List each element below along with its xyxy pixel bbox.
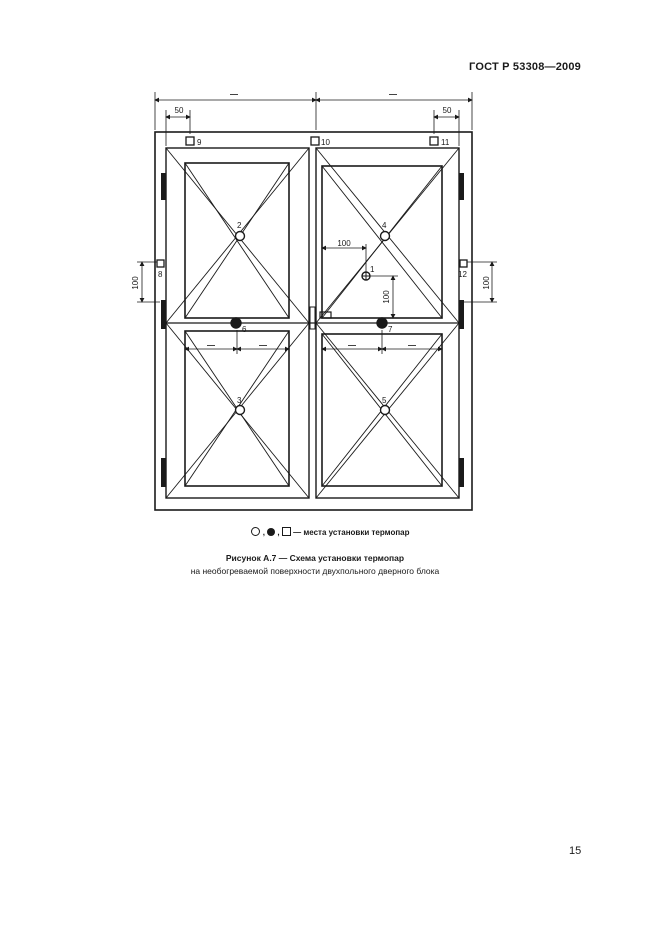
label-point-3: 3 — [237, 396, 242, 405]
point-3-circle — [236, 406, 245, 415]
dim-left-vertical: 100 — [131, 276, 140, 290]
open-circle-icon — [251, 527, 260, 536]
filled-circle-icon — [267, 528, 275, 536]
dim-inner-horizontal: 100 — [337, 239, 351, 248]
hinge-right-mid — [459, 300, 464, 329]
dim-inner-vertical: 100 — [382, 290, 391, 304]
point-8-square — [157, 260, 164, 267]
label-point-1: 1 — [370, 265, 375, 274]
standard-header: ГОСТ Р 53308—2009 — [469, 61, 581, 73]
dim-top-right: — — [389, 90, 397, 99]
figure-title: Рисунок А.7 — Схема установки термопар — [225, 553, 405, 563]
point-10-square — [311, 137, 319, 145]
dim-left-offset: 50 — [174, 106, 184, 115]
dim-right-offset: 50 — [442, 106, 452, 115]
point-6-dot — [231, 318, 241, 328]
point-5-circle — [381, 406, 390, 415]
figure-subtitle: на необогреваемой поверхности двухпольного дверного блока — [190, 566, 440, 576]
label-point-2: 2 — [237, 221, 242, 230]
point-11-square — [430, 137, 438, 145]
legend-sep-1: , — [262, 528, 265, 537]
label-point-7: 7 — [388, 325, 393, 334]
label-point-11: 11 — [441, 138, 450, 147]
dim-top-left: — — [230, 90, 238, 99]
hinge-left-mid — [161, 300, 166, 329]
point-12-square — [460, 260, 467, 267]
legend-text: — места установки термопар — [293, 528, 410, 537]
lock — [310, 307, 315, 329]
square-icon — [282, 527, 291, 536]
label-point-9: 9 — [197, 138, 202, 147]
dim-bottom-right-b: — — [408, 341, 416, 350]
hinge-right-bottom — [459, 458, 464, 487]
label-point-6: 6 — [242, 325, 247, 334]
legend — [0, 527, 661, 537]
hinge-left-top — [161, 173, 166, 200]
page-number: 15 — [569, 845, 582, 857]
dim-bottom-left-b: — — [259, 341, 267, 350]
point-2-circle — [236, 232, 245, 241]
label-point-10: 10 — [321, 138, 330, 147]
hinge-left-bottom — [161, 458, 166, 487]
label-point-8: 8 — [158, 270, 163, 279]
legend-sep-2: , — [277, 528, 280, 537]
point-9-square — [186, 137, 194, 145]
label-point-12: 12 — [458, 270, 467, 279]
point-7-dot — [377, 318, 387, 328]
dim-bottom-right-a: — — [348, 341, 356, 350]
dim-right-vertical: 100 — [482, 276, 491, 290]
point-4-circle — [381, 232, 390, 241]
dim-bottom-left-a: — — [207, 341, 215, 350]
hinge-right-top — [459, 173, 464, 200]
label-point-5: 5 — [382, 396, 387, 405]
label-point-4: 4 — [382, 221, 387, 230]
